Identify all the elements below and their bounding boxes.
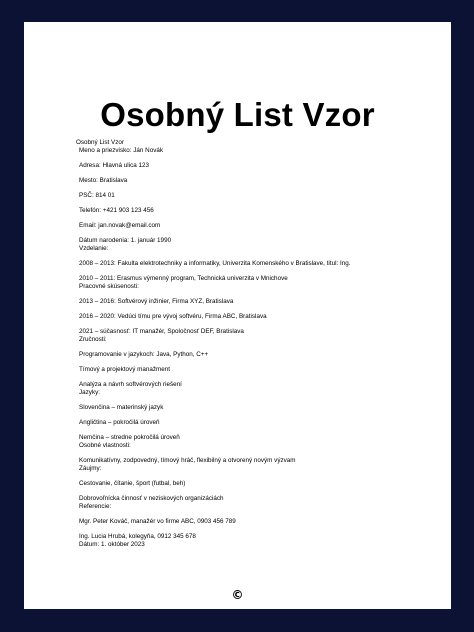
document-page [24, 22, 451, 609]
line-skill-3: Analýza a návrh softvérových riešení [79, 381, 182, 388]
line-email: Email: jan.novak@email.com [79, 222, 161, 229]
heading-education: Vzdelanie: [79, 245, 109, 252]
line-experience-1: 2013 – 2016: Softvérový inžinier, Firma XYZ, Bratislava [79, 298, 234, 305]
document-title: Osobný List Vzor [100, 96, 375, 133]
line-name: Meno a priezvisko: Ján Novák [79, 147, 163, 154]
line-skill-2: Tímový a projektový manažment [79, 366, 170, 373]
line-language-2: Angličtina – pokročilá úroveň [79, 419, 160, 426]
line-language-1: Slovenčina – materinský jazyk [79, 404, 164, 411]
line-reference-1: Mgr. Peter Kováč, manažér vo firme ABC, 0903 456 789 [79, 518, 236, 525]
line-phone: Telefón: +421 903 123 456 [79, 207, 154, 214]
heading-interests: Záujmy: [79, 465, 102, 472]
line-experience-2: 2016 – 2020: Vedúci tímu pre vývoj softvéru, Firma ABC, Bratislava [79, 313, 267, 320]
heading-languages: Jazyky: [79, 389, 100, 396]
line-skill-1: Programovanie v jazykoch: Java, Python, C++ [79, 351, 209, 358]
copyright-icon: © [231, 588, 244, 602]
heading-references: Referencie: [79, 503, 112, 510]
line-language-3: Nemčina – stredne pokročilá úroveň [79, 434, 180, 441]
line-interest-2: Dobrovoľnícka činnosť v neziskových organizáciách [79, 495, 224, 502]
heading-personal-traits: Osobné vlastnosti: [79, 442, 131, 449]
document-content [76, 139, 436, 549]
line-date: Dátum: 1. október 2023 [79, 541, 145, 548]
heading-skills: Zručnosti: [79, 336, 107, 343]
line-city: Mesto: Bratislava [79, 177, 128, 184]
line-education-1: 2008 – 2013: Fakulta elektrotechniky a informatiky, Univerzita Komenského v Bratislave, titul: Ing. [79, 260, 351, 267]
line-address: Adresa: Hlavná ulica 123 [79, 162, 150, 169]
line-experience-3: 2021 – súčasnosť: IT manažér, Spoločnosť DEF, Bratislava [79, 328, 244, 335]
line-reference-2: Ing. Lucia Hrubá, kolegyňa, 0912 345 678 [79, 533, 196, 540]
document-subtitle: Osobný List Vzor [76, 139, 124, 146]
heading-experience: Pracovné skúsenosti: [79, 283, 139, 290]
line-birth-date: Dátum narodenia: 1. január 1990 [79, 237, 172, 244]
line-education-2: 2010 – 2011: Erasmus výmenný program, Technická univerzita v Mnichove [79, 275, 288, 282]
line-interest-1: Cestovanie, čítanie, šport (futbal, beh) [79, 480, 186, 487]
document-body [79, 147, 436, 549]
line-traits: Komunikatívny, zodpovedný, tímový hráč, flexibilný a otvorený novým výzvam [79, 457, 296, 464]
line-postal-code: PSČ: 814 01 [79, 192, 115, 199]
